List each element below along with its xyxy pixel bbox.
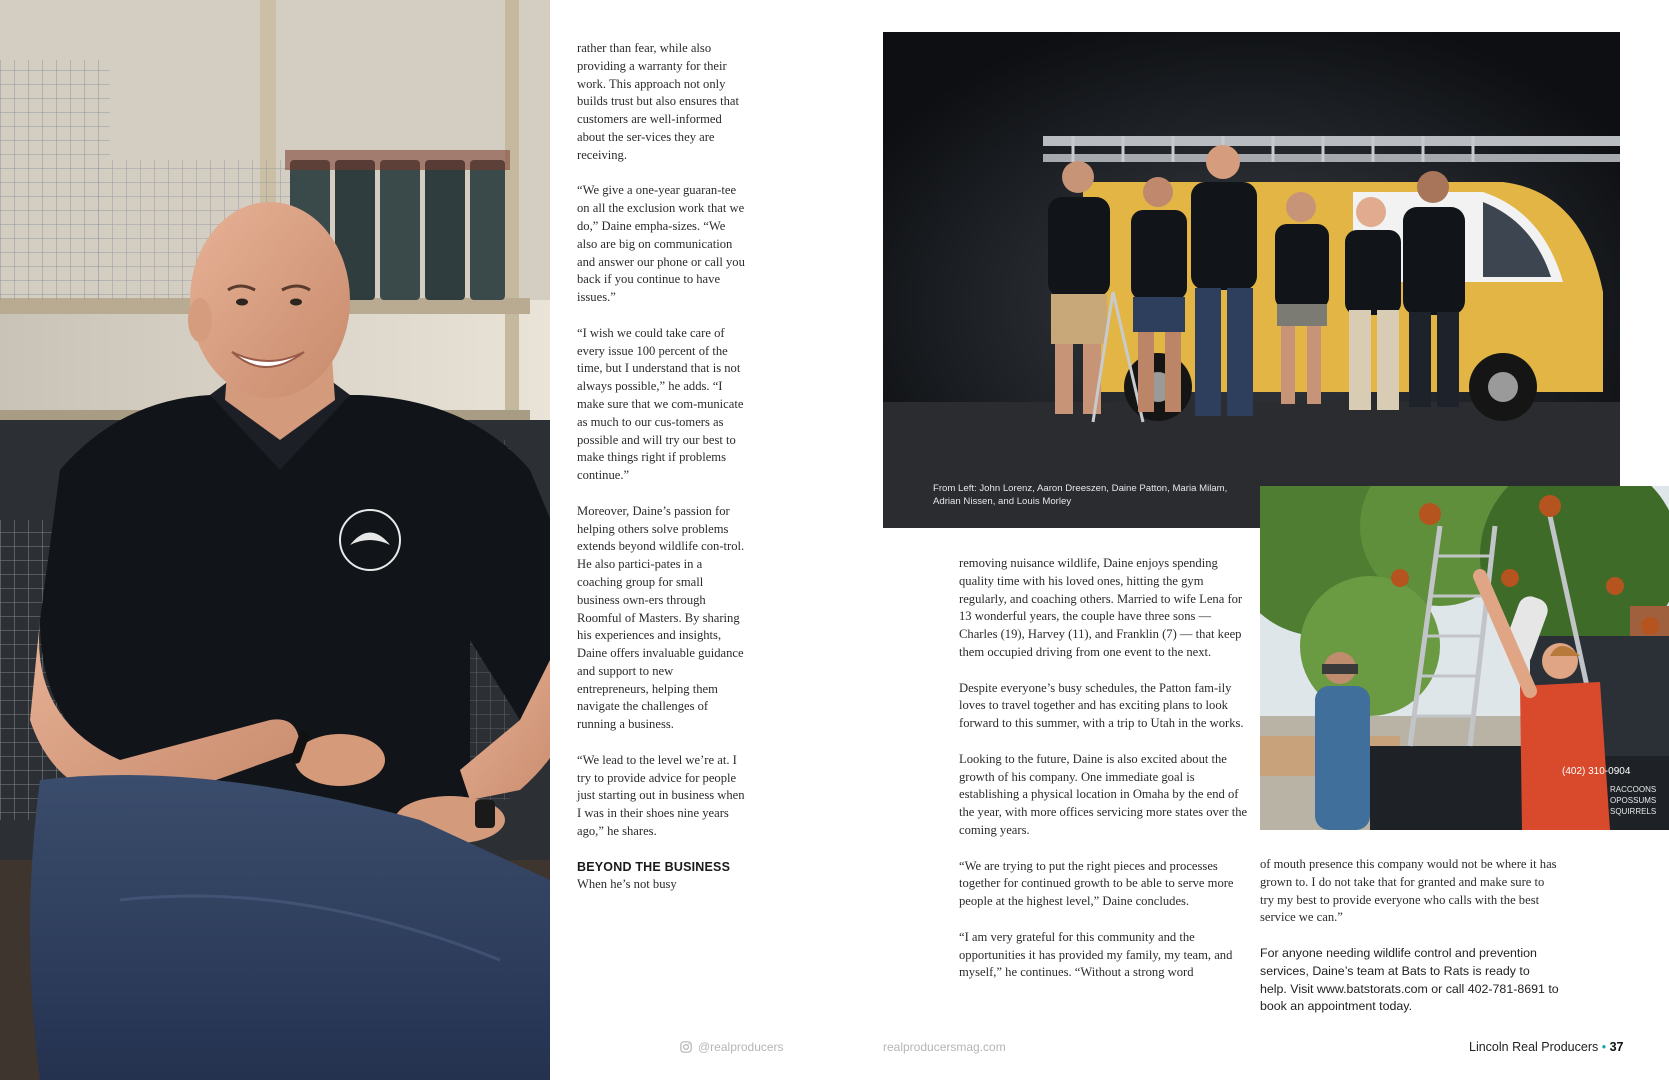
truck-phone: (402) 310-0904 [1562,766,1631,777]
footer-instagram[interactable] [680,1040,784,1054]
footer-folio [1469,1040,1624,1054]
footer-website-link[interactable]: realproducersmag.com [883,1040,1006,1054]
paragraph: “We are trying to put the right pieces and processes together for continued growth to be able to serve more people at the highest level,” Daine concludes. [959,858,1234,909]
truck-illustration [1260,486,1669,830]
paragraph: “We give a one-year guaran-tee on all the exclusion work that we do,” Daine empha-sizes. “We also are big on communication and answer our phone or call you back if you continue to have issues.” [577,183,745,305]
truck-label-3: SQUIRRELS [1610,807,1657,816]
folio-separator: • [1601,1040,1607,1054]
truck-label-1: RACCOONS [1610,785,1657,794]
caption-line-2: Adrian Nissen, and Louis Morley [933,496,1072,507]
paragraph: “We lead to the level we’re at. I try to provide advice for people just starting out in business when I was in their shoes nine years ago,” he shares. [577,752,745,839]
portrait-illustration [0,0,550,1080]
truck-label-2: OPOSSUMS [1610,796,1657,805]
paragraph: “I wish we could take care of every issue 100 percent of the time, but I understand that is not always possible,” he adds. “I make sure that we com-municate as much to our cus-tomers as possible and will try our best to make things right if problems continue.” [577,325,744,483]
paragraph: Despite everyone’s busy schedules, the Patton fam-ily loves to travel together and has exciting plans to look forward to this summer, with a trip to Utah in the works. [959,680,1244,731]
paragraph: Moreover, Daine’s passion for helping others solve problems extends beyond wildlife con-trol. He also partici-pates in a coaching group for small business own-ers through Roomful of Masters. By sharing his experiences and insights, Daine offers invaluable guidance and support to new entrepreneurs, helping them navigate the challenges of running a business. [577,503,745,732]
paragraph: rather than fear, while also providing a warranty for their work. This approach not only builds trust but also ensures that customers are well-informed about the ser-vices they are receiving. [577,41,739,162]
photo-caption [933,482,1253,508]
paragraph: removing nuisance wildlife, Daine enjoys spending quality time with his loved ones, hitting the gym regularly, and coaching others. Married to wife Lena for 13 wonderful years, the couple have three sons — Charles (19), Harvey (11), and Franklin (7) — that keep them occupied driving from one event to the next. [959,556,1243,659]
magazine-name: Lincoln Real Producers [1469,1040,1599,1054]
paragraph: Looking to the future, Daine is also excited about the growth of his company. One immediate goal is establishing a physical location in Omaha by the end of the year, with more offices servicing more states over the coming years. [959,751,1248,837]
paragraph: “I am very grateful for this community and the opportunities it has provided my family, my team, and myself,” he continues. “Without a strong word [959,929,1233,980]
paragraph: When he’s not busy [577,877,677,892]
section-subhead: BEYOND THE BUSINESS [577,859,731,874]
instagram-handle: @realproducers [698,1040,784,1054]
page-number: 37 [1609,1040,1624,1054]
portrait-photo [0,0,550,1080]
article-column-1 [577,40,747,894]
article-column-3 [1260,856,1560,1034]
team-photo [883,32,1620,528]
caption-line-1: From Left: John Lorenz, Aaron Dreeszen, Daine Patton, Maria Milam, [933,483,1228,494]
article-column-2 [959,555,1249,1000]
paragraph: of mouth presence this company would not be where it has grown to. I do not take that for granted and make sure to try my best to provide everyone who calls with the best service we can.” [1260,857,1557,925]
team-illustration [883,32,1620,528]
truck-ladder-photo [1260,486,1669,830]
instagram-icon [680,1041,692,1053]
call-to-action: For anyone needing wildlife control and prevention services, Daine’s team at Bats to Rats is ready to help. Visit www.batstorats.com or call 402-781-8691 to book an appointment today. [1260,945,1559,1014]
